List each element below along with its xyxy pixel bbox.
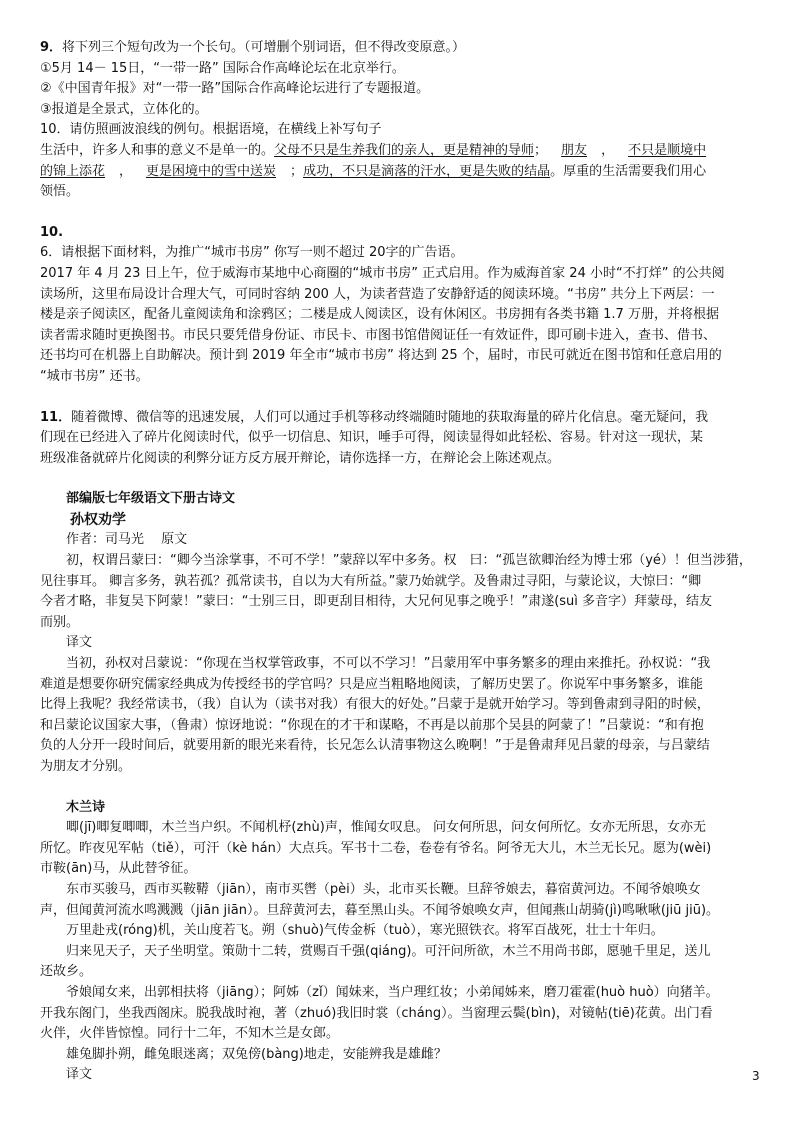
- sunquan-orig-1: 初，权谓吕蒙曰：“卿今当涂掌事，不可不学！”蒙辞以军中多务。权 曰：“孤岂欲卿治经为博士邪（yé）！但当涉猎，: [66, 553, 752, 569]
- sunquan-orig-3: 今者才略，非复吴下阿蒙！”蒙曰：“士别三日，即更刮目相待，大兄何见事之晚乎！”肃遂(suì 多音字）拜蒙母，结友: [40, 594, 713, 610]
- q9-item-2: ②《中国青年报》对“一带一路”国际合作高峰论坛进行了专题报道。: [40, 81, 430, 97]
- q10a-answer-2b: 的锦上添花: [40, 163, 106, 179]
- sunquan-trans-label: 译文: [66, 635, 93, 651]
- sunquan-trans-2: 难道是想要你研究儒家经典成为传授经书的学官吗？只是应当粗略地阅读，了解历史罢了。你说军中事务繁多，谁能: [40, 676, 704, 692]
- q10b-body-6: “城市书房” 还书。: [40, 368, 149, 384]
- mulan-line-10: 开我东阁门，坐我西阁床。脱我战时袍，著（zhuó)我旧时裳（cháng）。当窗理云鬓(bìn)，对镜帖(tiē)花黄。出门看: [40, 1005, 713, 1021]
- q11-text-1: 随着微博、微信等的迅速发展，人们可以通过手机等移动终端随时随地的获取海量的碎片化信息。毫无疑问，我: [71, 409, 709, 425]
- q11-line-2: 们现在已经进入了碎片化阅读时代，似乎一切信息、知识，唾手可得，阅读显得如此轻松、容易。针对这一现状，某: [40, 430, 704, 446]
- sunquan-title: 孙权劝学: [70, 511, 126, 528]
- mulan-line-7: 归来见天子，天子坐明堂。策勋十二转，赏赐百千强(qiáng)。可汗问所欲，木兰不用尚书郎，愿驰千里足，送儿: [66, 943, 711, 959]
- q10a-line-2: [40, 162, 756, 183]
- sunquan-trans-1: 当初，孙权对吕蒙说：“你现在当权掌管政事，不可以不学习！”吕蒙用军中事务繁多的理由来推托。孙权说：“我: [66, 656, 711, 672]
- q10a-punct: ，: [601, 142, 615, 158]
- q10b-body-1: 2017 年 4 月 23 日上午，位于威海市某地中心商圈的“城市书房” 正式启用。作为威海首家 24 小时“不打烊” 的公共阅: [40, 265, 725, 281]
- q10a-answer-3: 更是困境中的雪中送炭: [146, 163, 277, 179]
- q10b-label: [40, 223, 756, 244]
- q10a-line-3: 领悟。: [40, 184, 80, 200]
- mulan-line-1: 唧(jī)唧复唧唧，木兰当户织。不闻机杼(zhù)声，惟闻女叹息。 问女何所思，问女何所忆。女亦无所思，女亦无: [66, 820, 706, 836]
- sunquan-trans-4: 和吕蒙论议国家大事，（鲁肃）惊讶地说：“你现在的才干和谋略，不再是以前那个吴县的阿蒙了！”吕蒙说：“和有抱: [40, 717, 704, 733]
- sunquan-trans-3: 比得上我呢？我经常读书，（我）自认为（读书对我）有很大的好处。”吕蒙于是就开始学习。等到鲁肃到寻阳的时候，: [40, 697, 710, 713]
- q9-number: 9．: [40, 40, 63, 55]
- mulan-trans-label: 译文: [66, 1067, 93, 1083]
- q10a-line-1: [40, 141, 756, 162]
- mulan-line-6: 万里赴戎(róng)机，关山度若飞。朔（shuò)气传金柝（tuò），寒光照铁衣。将军百战死，壮士十年归。: [66, 923, 664, 939]
- q10b-label-text: 10.: [40, 224, 64, 240]
- q9-item-3: ③报道是全景式，立体化的。: [40, 101, 208, 117]
- q10a-line2-post: 。厚重的生活需要我们用心: [550, 163, 707, 179]
- q10a-line1-pre: 生活中，许多人和事的意义不是单一的。: [40, 142, 275, 158]
- sunquan-trans-6: 为朋友才分别。: [40, 759, 132, 774]
- mulan-line-3: 市鞍(ān)马，从此替爷征。: [40, 861, 197, 877]
- page-number: 3: [752, 1069, 760, 1083]
- q10b-body-5: 还书均可在机器上自助解决。预计到 2019 年全市“城市书房” 将达到 25 个，届时，市民可就近在图书馆和任意启用的: [40, 348, 722, 364]
- q10a-answer-1: 朋友: [561, 142, 588, 158]
- q10b-body-3: 楼是亲子阅读区，配备儿童阅读角和涂鸦区；二楼是成人阅读区，设有休闲区。书房拥有各类书籍 1.7 万册，并将根据: [40, 307, 719, 323]
- sunquan-orig-4: 而别。: [40, 614, 80, 630]
- poems-heading: 部编版七年级语文下册古诗文: [66, 491, 236, 507]
- q10b-body-2: 读场所，这里布局设计合理大气，可同时容纳 200 人，为读者营造了安静舒适的阅读环境。“书房” 共分上下两层：一: [40, 286, 715, 302]
- q10b-body-4: 读者需求随时更换图书。市民只要凭借身份证、市民卡、市图书馆借阅证任一有效证件，即可刷卡进入，查书、借书、: [40, 327, 717, 343]
- document-page: [40, 38, 756, 1086]
- q11-number: 11．: [40, 409, 72, 425]
- sunquan-trans-5: 负的人分开一段时间后，就要用新的眼光来看待，长兄怎么认清事物这么晚啊！”于是鲁肃拜见吕蒙的母亲，与吕蒙结: [40, 738, 710, 754]
- q11-line-3: 班级准备就碎片化阅读的利弊分证方反方展开辩论，请你选择一方，在辩论会上陈述观点。: [40, 450, 561, 466]
- q9-item-1: ①5月 14－ 15日，“一带一路” 国际合作高峰论坛在北京举行。: [40, 60, 405, 76]
- q10a-example-sentence: 父母不只是生养我们的亲人，更是精神的导师: [274, 142, 535, 158]
- q11-line-1: [40, 408, 756, 429]
- sunquan-orig-2: 见往事耳。 卿言多务，孰若孤？孤常读书，自以为大有所益。”蒙乃始就学。及鲁肃过寻阳，与蒙论议，大惊曰：“卿: [40, 573, 702, 589]
- q10a-punct: ，: [119, 163, 133, 179]
- mulan-line-8: 还故乡。: [40, 964, 93, 980]
- sunquan-author: 作者：司马光 原文: [66, 532, 188, 548]
- mulan-line-2: 所忆。昨夜见军帖（tiě），可汗（kè hán）大点兵。军书十二卷，卷卷有爷名。阿爷无大儿，木兰无长兄。愿为(wèi): [40, 840, 712, 856]
- q10a-answer-2: 不只是顺境中: [628, 142, 707, 158]
- mulan-line-9: 爷娘闻女来，出郭相扶将（jiāng）；阿姊（zǐ）闻妹来，当户理红妆；小弟闻姊来，磨刀霍霍(huò huò）向猪羊。: [66, 984, 719, 1000]
- mulan-line-5: 声，但闻黄河流水鸣溅溅（jiān jiān）。旦辞黄河去，暮至黑山头。不闻爷娘唤女声，但闻燕山胡骑(jì)鸣啾啾(jiū jiū)。: [40, 902, 720, 918]
- q10a-example-2: 成功，不只是滴落的汗水，更是失败的结晶: [303, 163, 551, 179]
- q9-title: [40, 38, 756, 59]
- mulan-line-12: 雄兔脚扑朔，雌兔眼迷离；双兔傍(bàng)地走，安能辨我是雄雌？: [66, 1046, 447, 1062]
- q10a-title: 10．请仿照画波浪线的例句。根据语境，在横线上补写句子: [40, 122, 382, 138]
- q10a-punct: ；: [534, 142, 548, 158]
- mulan-line-11: 火伴，火伴皆惊惶。同行十二年，不知木兰是女郎。: [40, 1026, 340, 1042]
- q10a-punct: ；: [290, 163, 304, 179]
- mulan-title: 木兰诗: [66, 799, 106, 815]
- q10b-title: 6．请根据下面材料，为推广“城市书房” 你写一则不超过 20字的广告语。: [40, 245, 464, 261]
- mulan-line-4: 东市买骏马，西市买鞍鞯（jiān），南市买辔（pèi）头，北市买长鞭。旦辞爷娘去，暮宿黄河边。不闻爷娘唤女: [66, 881, 701, 897]
- q9-title-text: 将下列三个短句改为一个长句。（可增删个别词语，但不得改变原意。）: [62, 40, 466, 55]
